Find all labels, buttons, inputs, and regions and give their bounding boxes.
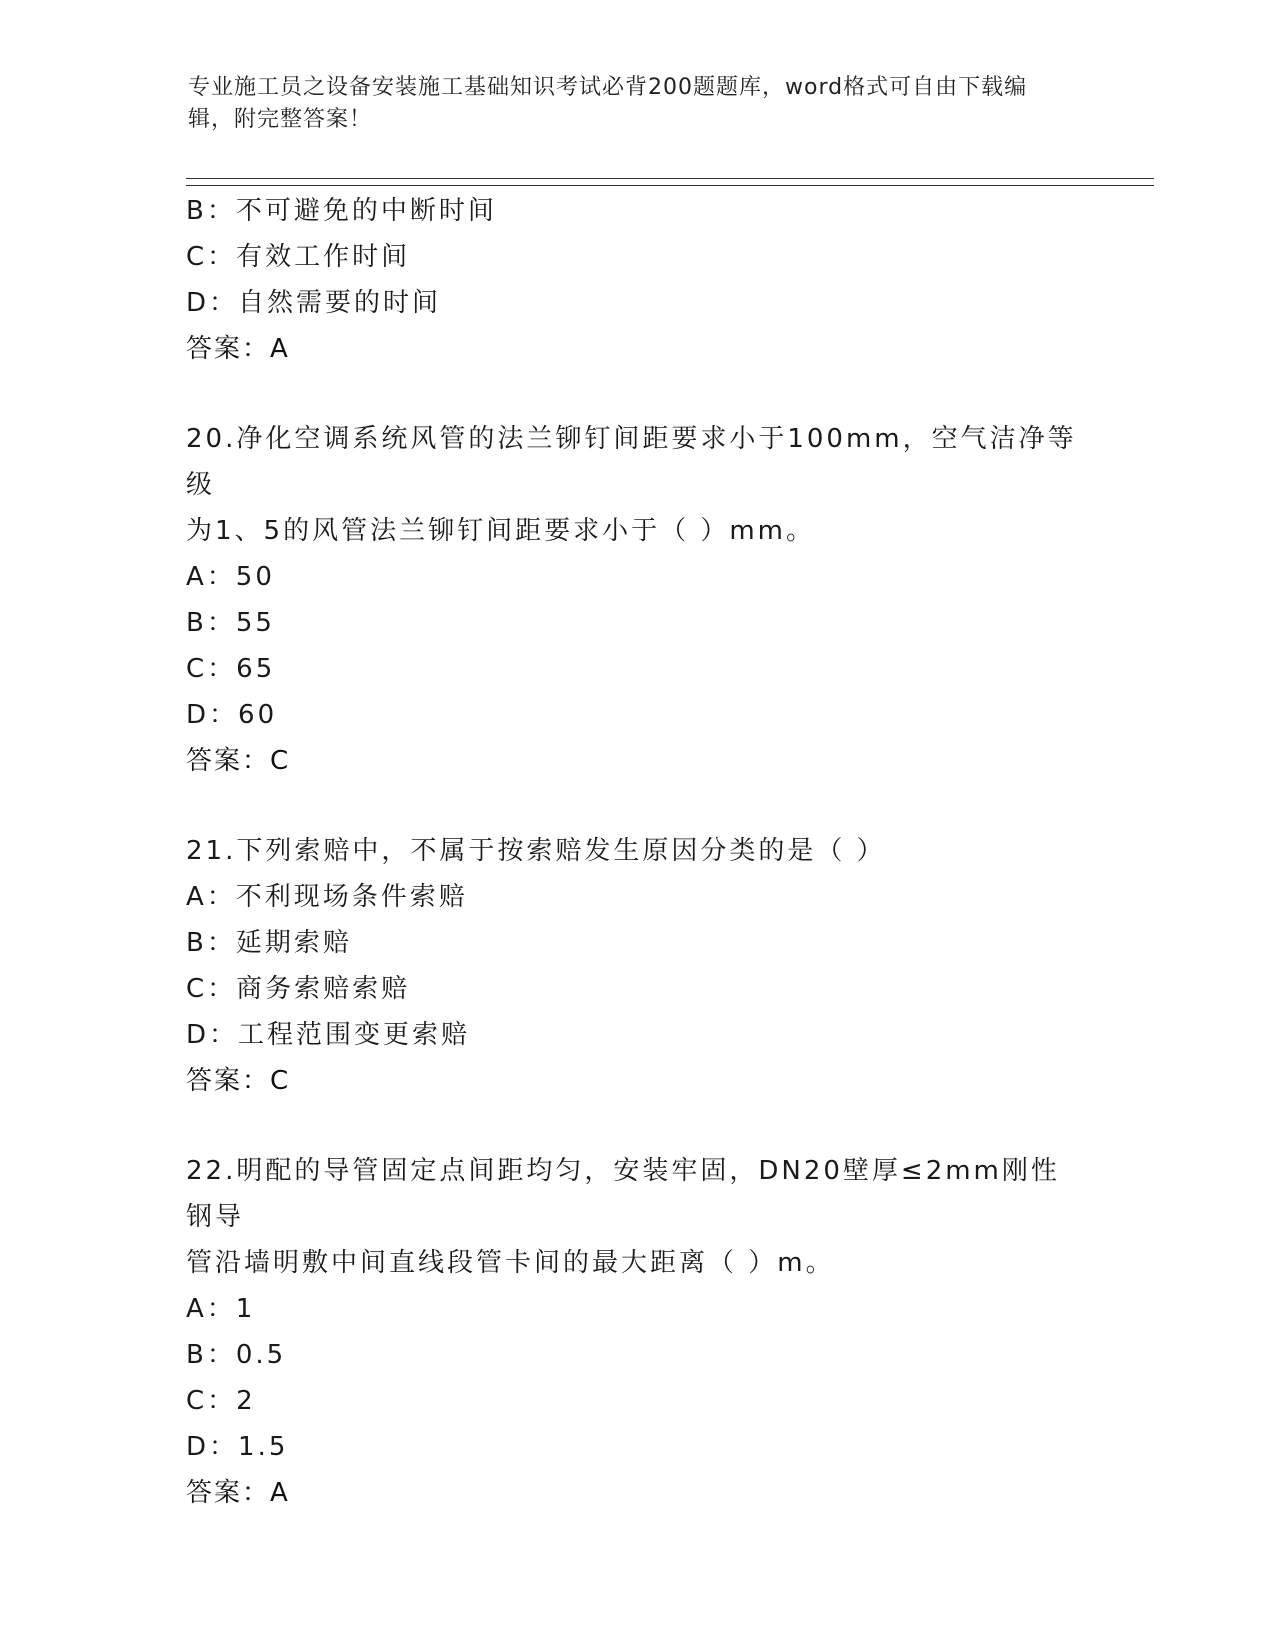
- option-d: D：自然需要的时间: [186, 288, 442, 318]
- option-b: B：不可避免的中断时间: [186, 196, 497, 226]
- option-a: A：1: [186, 1294, 256, 1324]
- document-header: 专业施工员之设备安装施工基础知识考试必背200题题库，word格式可自由下载编辑，附完整答案！: [188, 75, 1028, 132]
- question-stem-line: 21.下列索赔中，不属于按索赔发生原因分类的是（ ）: [186, 836, 886, 866]
- question-list: [186, 188, 1086, 1516]
- option-a: A：50: [186, 562, 275, 592]
- answer-label: 答案：A: [186, 334, 290, 364]
- question-stem-line: 22.明配的导管固定点间距均匀，安装牢固，DN20壁厚≤2mm刚性钢导: [186, 1156, 1060, 1232]
- question-22: [186, 1148, 1086, 1516]
- header-divider: [186, 178, 1154, 186]
- option-d: D：工程范围变更索赔: [186, 1020, 471, 1050]
- option-c: C：有效工作时间: [186, 242, 411, 272]
- option-c: C：2: [186, 1386, 256, 1416]
- question-20: [186, 416, 1086, 784]
- option-b: B：0.5: [186, 1340, 287, 1370]
- option-d: D：60: [186, 700, 278, 730]
- option-c: C：商务索赔索赔: [186, 974, 411, 1004]
- answer-label: 答案：A: [186, 1478, 290, 1508]
- question-stem-line: 管沿墙明敷中间直线段管卡间的最大距离（ ）m。: [186, 1248, 835, 1278]
- question-stem-line: 为1、5的风管法兰铆钉间距要求小于（ ）mm。: [186, 516, 816, 546]
- question-stem-line: 20.净化空调系统风管的法兰铆钉间距要求小于100mm，空气洁净等级: [186, 424, 1077, 500]
- option-c: C：65: [186, 654, 276, 684]
- option-b: B：延期索赔: [186, 928, 352, 958]
- option-b: B：55: [186, 608, 275, 638]
- answer-label: 答案：C: [186, 746, 291, 776]
- question-21: [186, 828, 1086, 1104]
- option-a: A：不利现场条件索赔: [186, 882, 468, 912]
- prev-question: [186, 188, 1086, 372]
- answer-label: 答案：C: [186, 1066, 291, 1096]
- option-d: D：1.5: [186, 1432, 289, 1462]
